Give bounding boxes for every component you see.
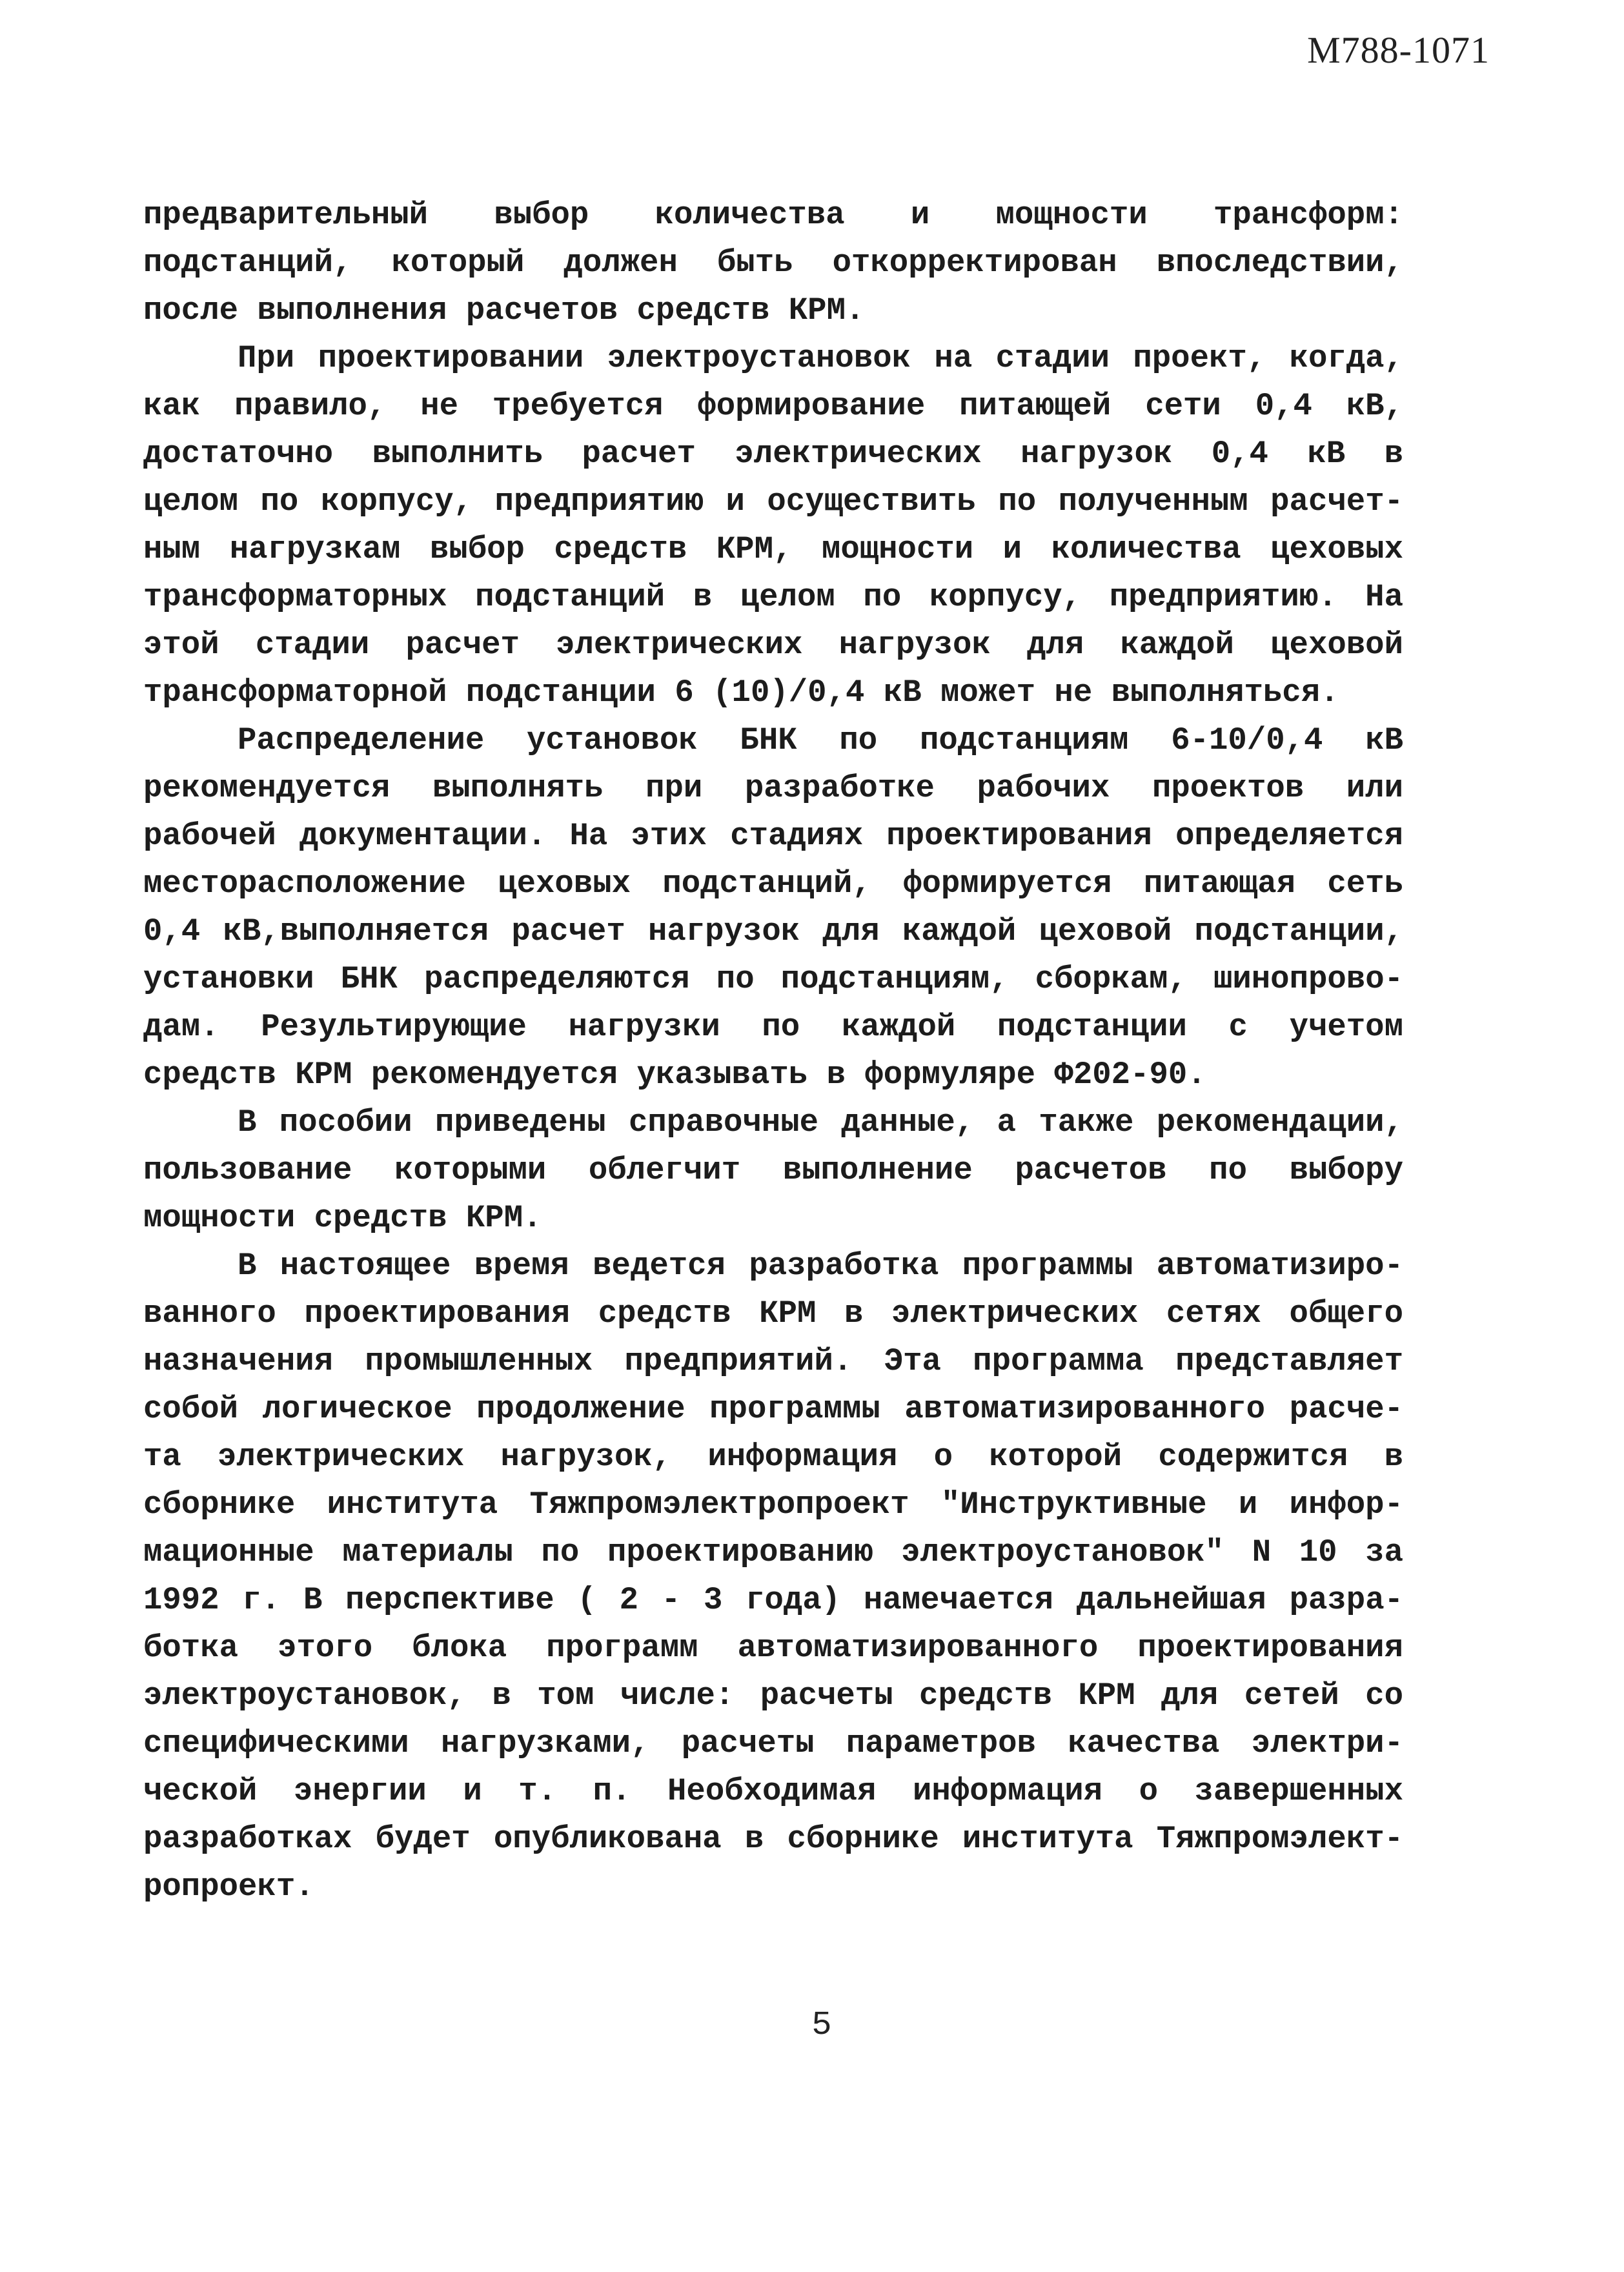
- text-line: ческой энергии и т. п. Необходимая информация о завершенных: [143, 1773, 1403, 1809]
- text-line: рабочей документации. На этих стадиях проектирования определяется: [143, 818, 1403, 854]
- text-line: подстанций, который должен быть откорректирован впоследствии,: [143, 245, 1403, 281]
- document-body: [143, 191, 1403, 1911]
- text-line: трансформаторных подстанций в целом по корпусу, предприятию. На: [143, 579, 1403, 615]
- text-line: ным нагрузкам выбор средств КРМ, мощности и количества цеховых: [143, 531, 1403, 567]
- text-line: назначения промышленных предприятий. Эта программа представляет: [143, 1343, 1403, 1379]
- text-line: разработках будет опубликована в сборнике института Тяжпромэлект-: [143, 1821, 1403, 1857]
- text-line: ботка этого блока программ автоматизированного проектирования: [143, 1630, 1403, 1666]
- document-code: М788-1071: [1307, 29, 1490, 71]
- text-line: 0,4 кВ,выполняется расчет нагрузок для каждой цеховой подстанции,: [143, 913, 1403, 949]
- text-line: рекомендуется выполнять при разработке рабочих проектов или: [143, 770, 1403, 806]
- text-line: ропроект.: [143, 1869, 314, 1905]
- text-line: ванного проектирования средств КРМ в электрических сетях общего: [143, 1295, 1403, 1332]
- text-line: достаточно выполнить расчет электрических нагрузок 0,4 кВ в: [143, 436, 1403, 472]
- text-line: В пособии приведены справочные данные, а также рекомендации,: [238, 1104, 1403, 1141]
- text-line: та электрических нагрузок, информация о которой содержится в: [143, 1439, 1403, 1475]
- text-line: При проектировании электроустановок на стадии проект, когда,: [238, 340, 1403, 376]
- text-line: электроустановок, в том числе: расчеты средств КРМ для сетей со: [143, 1678, 1403, 1714]
- text-line: специфическими нагрузками, расчеты параметров качества электри-: [143, 1725, 1403, 1761]
- page-number: 5: [811, 2006, 832, 2044]
- text-line: сборнике института Тяжпромэлектропроект "Инструктивные и инфор-: [143, 1486, 1403, 1523]
- text-line: средств КРМ рекомендуется указывать в формуляре Ф202-90.: [143, 1057, 1206, 1093]
- text-line: мощности средств КРМ.: [143, 1200, 542, 1236]
- text-line: Распределение установок БНК по подстанциям 6-10/0,4 кВ: [238, 722, 1403, 758]
- text-line: месторасположение цеховых подстанций, формируется питающая сеть: [143, 866, 1403, 902]
- text-line: предварительный выбор количества и мощности трансформ:: [143, 197, 1403, 233]
- text-line: этой стадии расчет электрических нагрузок для каждой цеховой: [143, 627, 1403, 663]
- text-line: пользование которыми облегчит выполнение расчетов по выбору: [143, 1152, 1403, 1188]
- text-line: 1992 г. В перспективе ( 2 - 3 года) намечается дальнейшая разра-: [143, 1582, 1403, 1618]
- text-line: трансформаторной подстанции 6 (10)/0,4 кВ может не выполняться.: [143, 674, 1339, 711]
- text-line: установки БНК распределяются по подстанциям, сборкам, шинопрово-: [143, 961, 1403, 997]
- text-line: после выполнения расчетов средств КРМ.: [143, 292, 865, 329]
- text-line: как правило, не требуется формирование питающей сети 0,4 кВ,: [143, 388, 1403, 424]
- text-line: мационные материалы по проектированию электроустановок" N 10 за: [143, 1534, 1403, 1570]
- text-line: целом по корпусу, предприятию и осуществить по полученным расчет-: [143, 483, 1403, 520]
- text-line: собой логическое продолжение программы автоматизированного расче-: [143, 1391, 1403, 1427]
- text-line: В настоящее время ведется разработка программы автоматизиро-: [238, 1248, 1403, 1284]
- text-line: дам. Результирующие нагрузки по каждой подстанции с учетом: [143, 1009, 1403, 1045]
